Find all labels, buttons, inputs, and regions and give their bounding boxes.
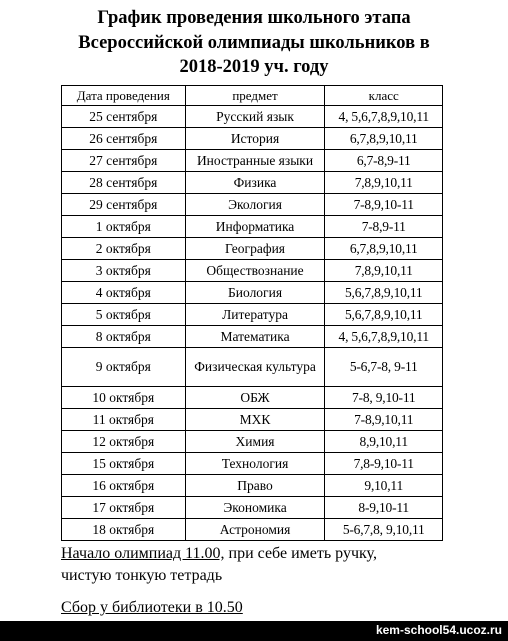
table-row xyxy=(62,216,443,238)
watermark-bar xyxy=(0,621,508,641)
row-subject: Биология xyxy=(185,282,325,304)
row-grades: 4, 5,6,7,8,9,10,11 xyxy=(325,326,443,348)
table-row xyxy=(62,409,443,431)
table-row xyxy=(62,348,443,387)
watermark-text: kem-school54.ucoz.ru xyxy=(375,623,502,637)
row-grades: 8-9,10-11 xyxy=(325,497,443,519)
row-date: 25 сентября xyxy=(62,106,186,128)
row-grades: 4, 5,6,7,8,9,10,11 xyxy=(325,106,443,128)
table-row xyxy=(62,172,443,194)
row-grades: 5-6,7-8, 9-11 xyxy=(325,348,443,387)
table-row xyxy=(62,304,443,326)
row-date: 10 октября xyxy=(62,387,186,409)
row-grades: 7-8,9,10,11 xyxy=(325,409,443,431)
page-title xyxy=(0,6,508,80)
row-subject: Обществознание xyxy=(185,260,325,282)
gathering-note: Сбор у библиотеки в 10.50 xyxy=(61,599,243,616)
row-date: 9 октября xyxy=(62,348,186,387)
row-subject: География xyxy=(185,238,325,260)
row-grades: 5,6,7,8,9,10,11 xyxy=(325,304,443,326)
header-subject: предмет xyxy=(185,86,325,106)
row-subject: Математика xyxy=(185,326,325,348)
table-row xyxy=(62,453,443,475)
row-subject: Русский язык xyxy=(185,106,325,128)
row-subject: Химия xyxy=(185,431,325,453)
table-row xyxy=(62,475,443,497)
row-subject: Иностранные языки xyxy=(185,150,325,172)
row-date: 28 сентября xyxy=(62,172,186,194)
table-row xyxy=(62,128,443,150)
row-subject: Информатика xyxy=(185,216,325,238)
table-row xyxy=(62,497,443,519)
start-time-rest: при себе иметь ручку, xyxy=(224,545,377,562)
title-line-2: Всероссийской олимпиады школьников в xyxy=(78,32,430,53)
row-grades: 5-6,7,8, 9,10,11 xyxy=(325,519,443,541)
row-grades: 6,7,8,9,10,11 xyxy=(325,238,443,260)
row-date: 15 октября xyxy=(62,453,186,475)
row-subject: Физика xyxy=(185,172,325,194)
row-grades: 8,9,10,11 xyxy=(325,431,443,453)
row-grades: 6,7,8,9,10,11 xyxy=(325,128,443,150)
row-grades: 6,7-8,9-11 xyxy=(325,150,443,172)
row-grades: 7,8-9,10-11 xyxy=(325,453,443,475)
row-subject: Астрономия xyxy=(185,519,325,541)
row-subject: Технология xyxy=(185,453,325,475)
row-subject: Экономика xyxy=(185,497,325,519)
row-date: 11 октября xyxy=(62,409,186,431)
row-grades: 9,10,11 xyxy=(325,475,443,497)
row-date: 17 октября xyxy=(62,497,186,519)
header-grades: класс xyxy=(325,86,443,106)
table-row xyxy=(62,519,443,541)
row-date: 27 сентября xyxy=(62,150,186,172)
table-row xyxy=(62,387,443,409)
table-row xyxy=(62,282,443,304)
row-subject: История xyxy=(185,128,325,150)
row-date: 8 октября xyxy=(62,326,186,348)
start-time-underlined: Начало олимпиад 11.00, xyxy=(61,545,225,562)
row-grades: 7-8,9-11 xyxy=(325,216,443,238)
row-subject: Физическая культура xyxy=(185,348,325,387)
start-time-note-line2: чистую тонкую тетрадь xyxy=(61,567,223,584)
row-date: 3 октября xyxy=(62,260,186,282)
title-line-3: 2018-2019 уч. году xyxy=(179,57,329,77)
table-row xyxy=(62,260,443,282)
table-row xyxy=(62,150,443,172)
row-date: 18 октября xyxy=(62,519,186,541)
row-date: 1 октября xyxy=(62,216,186,238)
start-time-note xyxy=(61,543,377,565)
row-subject: Право xyxy=(185,475,325,497)
row-subject: Экология xyxy=(185,194,325,216)
row-grades: 7,8,9,10,11 xyxy=(325,172,443,194)
header-date: Дата проведения xyxy=(62,86,186,106)
table-header-row xyxy=(62,86,443,106)
table-row xyxy=(62,238,443,260)
table-row xyxy=(62,194,443,216)
table-row xyxy=(62,326,443,348)
row-grades: 7-8,9,10-11 xyxy=(325,194,443,216)
row-date: 5 октября xyxy=(62,304,186,326)
row-date: 12 октября xyxy=(62,431,186,453)
schedule-table xyxy=(61,85,443,541)
row-subject: МХК xyxy=(185,409,325,431)
table-row xyxy=(62,106,443,128)
row-date: 16 октября xyxy=(62,475,186,497)
row-grades: 7,8,9,10,11 xyxy=(325,260,443,282)
row-grades: 5,6,7,8,9,10,11 xyxy=(325,282,443,304)
row-date: 26 сентября xyxy=(62,128,186,150)
row-grades: 7-8, 9,10-11 xyxy=(325,387,443,409)
title-line-1: График проведения школьного этапа xyxy=(97,8,411,28)
row-date: 29 сентября xyxy=(62,194,186,216)
row-subject: ОБЖ xyxy=(185,387,325,409)
table-row xyxy=(62,431,443,453)
row-date: 2 октября xyxy=(62,238,186,260)
row-date: 4 октября xyxy=(62,282,186,304)
row-subject: Литература xyxy=(185,304,325,326)
